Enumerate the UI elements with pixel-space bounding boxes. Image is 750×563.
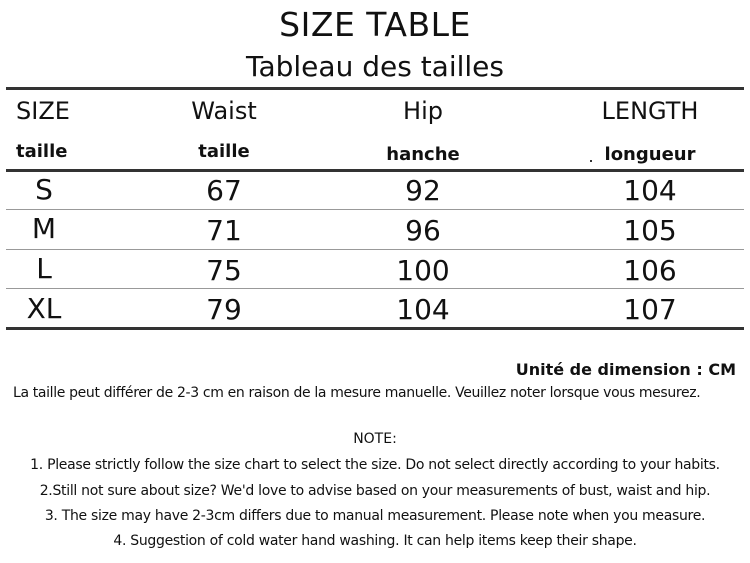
header-waist-sub: taille	[198, 141, 250, 162]
table-row-xl-length: 107	[623, 293, 677, 326]
table-row-s-hip: 92	[405, 174, 441, 207]
measurement-disclaimer: La taille peut différer de 2-3 cm en raison de la mesure manuelle. Veuillez noter lorsque vous mesurez.	[13, 385, 701, 401]
table-row-m-length: 105	[623, 214, 677, 247]
row-divider	[6, 288, 744, 289]
table-row-m-size: M	[31, 212, 57, 245]
table-top-border	[6, 87, 744, 90]
note-item-3: 3. The size may have 2-3cm differs due to manual measurement. Please note when you measure.	[44, 508, 706, 524]
note-item-4: 4. Suggestion of cold water hand washing. It can help items keep their shape.	[113, 533, 637, 549]
header-length-sub: longueur	[604, 144, 696, 165]
table-row-l-length: 106	[623, 254, 677, 287]
table-row-s-waist: 67	[206, 174, 242, 207]
stray-dot	[590, 160, 592, 162]
header-waist: Waist	[191, 97, 257, 125]
row-divider	[6, 209, 744, 210]
table-row-s-length: 104	[623, 174, 677, 207]
unit-note: Unité de dimension : CM	[515, 360, 736, 379]
table-row-l-hip: 100	[396, 254, 450, 287]
header-size: SIZE	[16, 97, 70, 125]
table-row-m-waist: 71	[206, 214, 242, 247]
header-hip-sub: hanche	[386, 144, 460, 165]
note-title: NOTE:	[353, 431, 397, 447]
table-bottom-border	[6, 327, 744, 330]
table-row-s-size: S	[35, 173, 53, 206]
table-row-xl-hip: 104	[396, 293, 450, 326]
page-subtitle: Tableau des tailles	[246, 50, 504, 83]
header-bottom-border	[6, 169, 744, 172]
table-row-m-hip: 96	[405, 214, 441, 247]
header-size-sub: taille	[16, 141, 68, 162]
table-row-l-waist: 75	[206, 254, 242, 287]
note-item-2: 2.Still not sure about size? We'd love to advise based on your measurements of bust, waist and hip.	[39, 483, 711, 499]
table-row-l-size: L	[36, 252, 52, 285]
table-row-xl-waist: 79	[206, 293, 242, 326]
header-length: LENGTH	[601, 97, 699, 125]
table-row-xl-size: XL	[26, 292, 62, 325]
note-item-1: 1. Please strictly follow the size chart to select the size. Do not select directly according to your habits.	[30, 457, 720, 473]
header-hip: Hip	[403, 97, 443, 125]
row-divider	[6, 249, 744, 250]
page-title: SIZE TABLE	[279, 5, 471, 44]
